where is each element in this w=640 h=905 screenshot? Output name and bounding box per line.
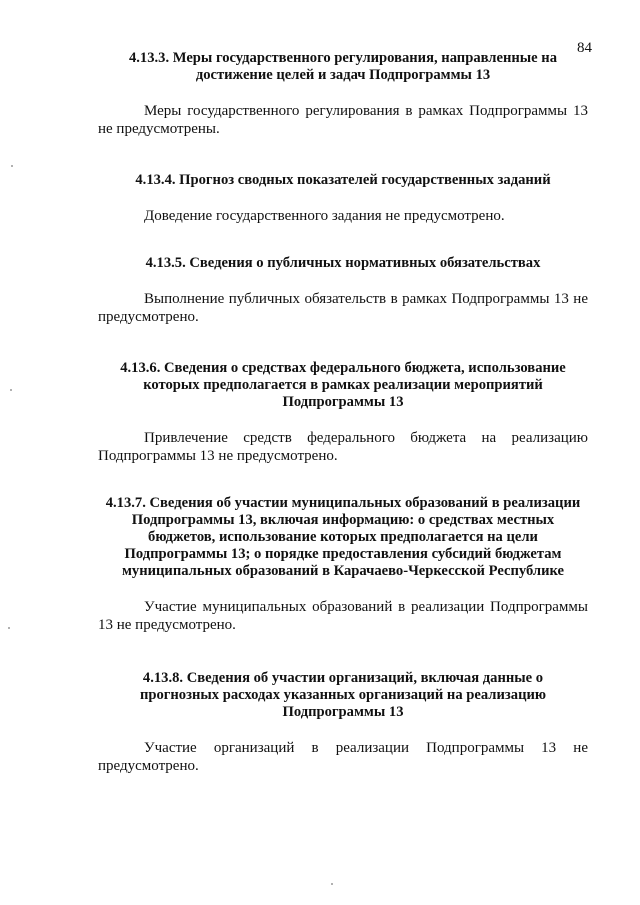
document-content (98, 50, 588, 775)
scan-dot (8, 627, 10, 629)
section-4-13-7 (98, 495, 588, 634)
section-text: Меры государственного регулирования в рамках Подпрограммы 13 не предусмотрены. (98, 103, 588, 137)
section-text: Участие муниципальных образований в реализации Подпрограммы 13 не предусмотрено. (98, 599, 588, 633)
section-heading: 4.13.6. Сведения о средствах федерального бюджета, использование которых предполагается в рамках реализации мероприятий Подпрограммы 13 (120, 360, 566, 410)
section-4-13-3 (98, 50, 588, 138)
section-4-13-5 (98, 255, 588, 326)
section-text: Участие организаций в реализации Подпрограммы 13 не предусмотрено. (98, 740, 588, 774)
section-4-13-4 (98, 172, 588, 225)
section-heading: 4.13.8. Сведения об участии организаций, включая данные о прогнозных расходах указанных организаций на реализацию Подпрограммы 13 (139, 670, 547, 720)
section-heading: 4.13.7. Сведения об участии муниципальных образований в реализации Подпрограммы 13, включая информацию: о средствах местных бюджетов, использование которых предполагается на цели Подпрограммы 13; о порядке предоставления субсидий бюджетам муниципальных образований в Карачаево-Черкесской Республике (105, 495, 581, 579)
section-4-13-8 (98, 670, 588, 775)
section-text: Выполнение публичных обязательств в рамках Подпрограммы 13 не предусмотрено. (98, 291, 588, 325)
section-heading: 4.13.5. Сведения о публичных нормативных обязательствах (145, 255, 541, 271)
section-text: Привлечение средств федерального бюджета на реализацию Подпрограммы 13 не предусмотрено. (98, 430, 588, 464)
section-4-13-6 (98, 360, 588, 465)
section-heading: 4.13.4. Прогноз сводных показателей государственных заданий (135, 172, 551, 188)
section-heading: 4.13.3. Меры государственного регулирования, направленные на достижение целей и задач Подпрограммы 13 (128, 50, 558, 83)
scan-dot (331, 883, 333, 885)
page-number: 84 (577, 40, 592, 56)
section-text: Доведение государственного задания не предусмотрено. (144, 208, 505, 224)
scan-dot (11, 165, 13, 167)
scan-dot (10, 389, 12, 391)
